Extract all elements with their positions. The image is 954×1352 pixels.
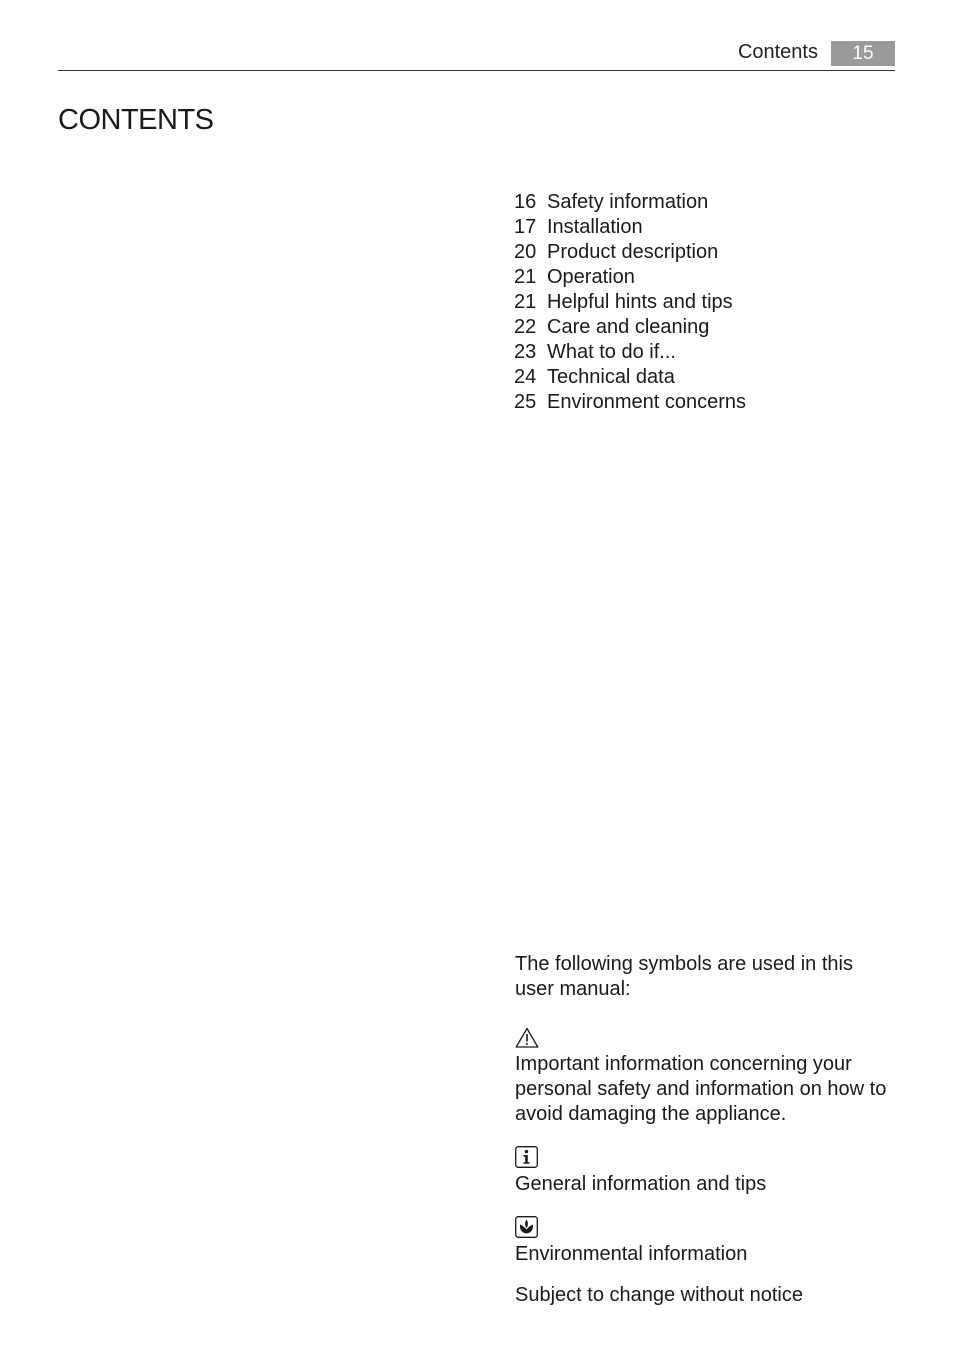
toc-title: Care and cleaning: [547, 316, 710, 338]
toc-title: Safety information: [547, 191, 709, 213]
header-divider: [58, 70, 895, 71]
toc-item[interactable]: [514, 215, 746, 240]
toc-title: Technical data: [547, 366, 675, 388]
header-section-label: Contents: [737, 41, 818, 63]
toc-item[interactable]: [514, 390, 746, 415]
toc-page-number: 24: [514, 366, 537, 388]
warning-text: Important information concerning your personal safety and information on how to avoid damaging the appliance.: [515, 1053, 887, 1125]
toc-page-number: 21: [514, 266, 537, 288]
toc-page-number: 21: [514, 291, 537, 313]
toc-page-number: 25: [514, 391, 537, 413]
environment-leaf-icon: [515, 1216, 538, 1238]
footer-note: Subject to change without notice: [515, 1284, 803, 1306]
page-title: CONTENTS: [58, 104, 214, 136]
toc-title: What to do if...: [547, 341, 676, 363]
environment-text: Environmental information: [515, 1243, 748, 1265]
toc-item[interactable]: [514, 190, 746, 215]
toc-item[interactable]: [514, 265, 746, 290]
toc-title: Installation: [547, 216, 643, 238]
page-number-badge: 15: [831, 41, 895, 66]
toc-title: Helpful hints and tips: [547, 291, 733, 313]
toc-page-number: 22: [514, 316, 537, 338]
toc-page-number: 16: [514, 191, 537, 213]
toc-title: Environment concerns: [547, 391, 746, 413]
toc-page-number: 20: [514, 241, 537, 263]
toc-item[interactable]: [514, 315, 746, 340]
toc-page-number: 17: [514, 216, 537, 238]
symbols-intro: The following symbols are used in this user manual:: [515, 953, 853, 1000]
table-of-contents: [514, 190, 746, 415]
toc-item[interactable]: [514, 240, 746, 265]
info-text: General information and tips: [515, 1173, 767, 1195]
warning-triangle-icon: [515, 1027, 539, 1048]
toc-title: Product description: [547, 241, 719, 263]
toc-page-number: 23: [514, 341, 537, 363]
toc-item[interactable]: [514, 290, 746, 315]
toc-title: Operation: [547, 266, 635, 288]
toc-item[interactable]: [514, 340, 746, 365]
toc-item[interactable]: [514, 365, 746, 390]
info-icon: [515, 1146, 538, 1168]
